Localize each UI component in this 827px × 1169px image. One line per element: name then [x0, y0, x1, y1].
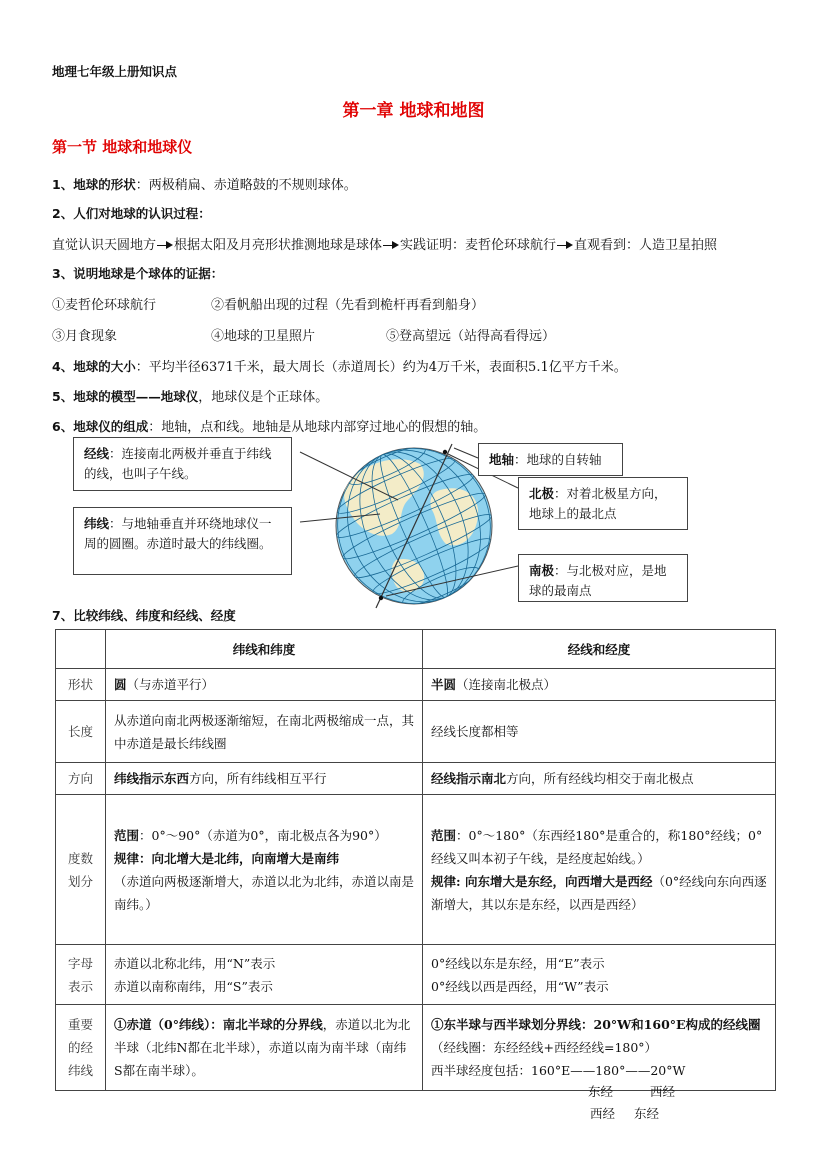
row-header-main-1: 重要 [67, 1017, 93, 1032]
item-6-text: ：地轴，点和线。地轴是从地球内部穿过地心的假想的轴。 [148, 420, 487, 435]
label-dongjing-1: 东经 [588, 1084, 614, 1099]
process-step-4: 直观看到：人造卫星拍照 [574, 238, 718, 253]
evidence-1: ①麦哲伦环球航行 [52, 298, 157, 313]
process-step-3: 实践证明：麦哲伦环球航行 [400, 238, 557, 253]
col-header-weixian: 纬线和纬度 [106, 630, 423, 669]
item-5-text: ，地球仪是个正球体。 [198, 390, 329, 405]
label-xijing-2: 西经 [590, 1106, 616, 1121]
callout-weixian-desc: ：与地轴垂直并环绕地球仪一周的圆圈。赤道时最大的纬线圈。 [84, 516, 272, 551]
table-row [56, 1005, 776, 1091]
item-1 [52, 174, 357, 193]
table-row [56, 701, 776, 763]
row-header-main-2: 的经 [67, 1040, 93, 1055]
cell-degree-jingxian [423, 795, 776, 945]
callout-beiji [518, 477, 688, 530]
cell-degree-jingxian-rule: 规律: 向东增大是东经，向西增大是西经 [431, 873, 653, 889]
cell-direction-weixian-bold: 纬线指示东西 [114, 771, 190, 786]
cell-shape-weixian-text: （与赤道平行） [126, 677, 215, 692]
cell-direction-jingxian [423, 763, 776, 795]
callout-weixian [73, 507, 292, 575]
cell-degree-jingxian-range: ：0°～180°（东西经180°是重合的，称180°经线；0°经线又叫本初子午线，是经度起始线。） [431, 827, 763, 866]
row-header-letter [56, 945, 106, 1005]
arrow-right-icon [557, 239, 573, 249]
item-2-heading: 2、人们对地球的认识过程： [52, 206, 211, 221]
cell-direction-weixian [106, 763, 423, 795]
cell-shape-jingxian-text: （连接南北极点） [456, 677, 557, 692]
callout-dizhou-desc: ：地球的自转轴 [514, 452, 602, 467]
north-pole-marker [443, 450, 447, 454]
table-row [56, 763, 776, 795]
row-header-shape: 形状 [56, 669, 106, 701]
cell-direction-jingxian-bold: 经线指示南北 [431, 771, 507, 786]
row-header-main [56, 1005, 106, 1091]
cell-main-weixian-text: ，赤道以北为北半球（北纬N都在北半球），赤道以南为南半球（南纬S都在南半球）。 [114, 1017, 411, 1078]
row-header-length: 长度 [56, 701, 106, 763]
cell-main-jingxian-range: 西半球经度包括：160°E——180°——20°W [431, 1063, 686, 1078]
col-header-jingxian: 经线和经度 [423, 630, 776, 669]
cell-letter-weixian [106, 945, 423, 1005]
table-corner [56, 630, 106, 669]
cell-direction-weixian-text: 方向，所有纬线相互平行 [189, 771, 327, 786]
row-header-degree-2: 划分 [67, 873, 93, 889]
cell-length-weixian: 从赤道向南北两极逐渐缩短，在南北两极缩成一点，其中赤道是最长纬线圈 [106, 701, 423, 763]
evidence-3: ③月食现象 [52, 329, 118, 344]
cell-degree-weixian-note: （赤道向两极逐渐增大，赤道以北为北纬，赤道以南是南纬。） [114, 873, 415, 912]
cell-letter-weixian-2: 赤道以南称南纬，用“S”表示 [114, 978, 273, 994]
item-5 [52, 386, 328, 405]
section-title: 第一节 地球和地球仪 [52, 138, 193, 156]
row-header-main-3: 纬线 [67, 1063, 93, 1078]
table-row [56, 669, 776, 701]
table-row [56, 945, 776, 1005]
callout-weixian-term: 纬线 [84, 516, 110, 531]
item-3-heading: 3、说明地球是个球体的证据： [52, 266, 224, 281]
process-step-1: 直觉认识天圆地方 [52, 238, 157, 253]
cell-degree-weixian-range-label: 范围 [114, 827, 140, 843]
evidence-4: ④地球的卫星照片 [211, 329, 316, 344]
cell-letter-jingxian-1: 0°经线以东是东经，用“E”表示 [431, 955, 605, 971]
callout-jingxian-term: 经线 [84, 446, 110, 461]
item-6-heading: 6、地球仪的组成 [52, 419, 149, 434]
cell-main-weixian [106, 1005, 423, 1091]
cell-shape-jingxian-bold: 半圆 [431, 677, 457, 692]
cell-length-jingxian: 经线长度都相等 [423, 701, 776, 763]
cell-degree-weixian-rule: 规律：向北增大是北纬，向南增大是南纬 [114, 850, 340, 866]
cell-degree-weixian-range: ：0°～90°（赤道为0°，南北极点各为90°） [139, 827, 387, 843]
cell-letter-jingxian [423, 945, 776, 1005]
cell-degree-weixian [106, 795, 423, 945]
item-1-text: ：两极稍扁、赤道略鼓的不规则球体。 [135, 178, 357, 193]
callout-nanji-term: 南极 [529, 563, 555, 578]
comparison-table [55, 629, 776, 1091]
cell-main-jingxian-bold: ①东半球与西半球划分界线：20°W和160°E构成的经线圈 [431, 1017, 761, 1032]
callout-nanji-desc: ：与北极对应，是地球的最南点 [529, 563, 667, 598]
evidence-2: ②看帆船出现的过程（先看到桅杆再看到船身） [211, 298, 485, 313]
cell-direction-jingxian-text: 方向，所有经线均相交于南北极点 [506, 771, 694, 786]
callout-beiji-term: 北极 [529, 486, 555, 501]
arrow-right-icon [157, 239, 173, 249]
item-5-heading: 5、地球的模型——地球仪 [52, 389, 199, 404]
cell-letter-weixian-1: 赤道以北称北纬，用“N”表示 [114, 955, 276, 971]
document-title: 地理七年级上册知识点 [52, 64, 178, 79]
callout-dizhou [478, 443, 623, 476]
cell-letter-jingxian-2: 0°经线以西是西经，用“W”表示 [431, 978, 609, 994]
chapter-title: 第一章 地球和地图 [342, 101, 485, 121]
item-4 [52, 356, 627, 375]
process-step-2: 根据太阳及月亮形状推测地球是球体 [174, 238, 383, 253]
cell-shape-jingxian [423, 669, 776, 701]
table-row [56, 795, 776, 945]
callout-jingxian [73, 437, 292, 491]
cell-main-jingxian [423, 1005, 776, 1091]
callout-dizhou-term: 地轴 [489, 452, 515, 467]
evidence-5: ⑤登高望远（站得高看得远） [386, 329, 556, 344]
row-header-letter-2: 表示 [67, 978, 93, 994]
cell-main-jingxian-text: （经线圈：东经经线+西经经线=180°） [431, 1040, 658, 1055]
leader-line-dizhou [454, 448, 478, 458]
cell-main-weixian-bold: ①赤道（0°纬线）：南北半球的分界线 [114, 1017, 323, 1032]
cell-shape-weixian-bold: 圆 [114, 677, 127, 692]
label-dongjing-2: 东经 [634, 1106, 660, 1121]
cell-degree-jingxian-range-label: 范围 [431, 827, 457, 843]
row-header-degree [56, 795, 106, 945]
callout-jingxian-desc: ：连接南北两极并垂直于纬线的线，也叫子午线。 [84, 446, 272, 481]
item-1-heading: 1、地球的形状 [52, 177, 136, 192]
cell-shape-weixian [106, 669, 423, 701]
row-header-letter-1: 字母 [67, 955, 93, 971]
item-4-text: ：平均半径6371千米，最大周长（赤道周长）约为4万千米，表面积5.1亿平方千米。 [135, 360, 627, 375]
process-chain [52, 234, 717, 253]
callout-beiji-desc: ：对着北极星方向，地球上的最北点 [529, 486, 667, 521]
arrow-right-icon [383, 239, 399, 249]
row-header-direction: 方向 [56, 763, 106, 795]
callout-nanji [518, 554, 688, 602]
label-xijing-1: 西经 [650, 1084, 676, 1099]
item-7-heading: 7、比较纬线、纬度和经线、经度 [52, 608, 236, 623]
cell-degree-jingxian-note: （0°经线向东向西逐渐增大，其以东是东经，以西是西经） [431, 873, 767, 912]
south-pole-marker [379, 596, 383, 600]
item-4-heading: 4、地球的大小 [52, 359, 136, 374]
table-header-row [56, 630, 776, 669]
row-header-degree-1: 度数 [67, 850, 93, 866]
